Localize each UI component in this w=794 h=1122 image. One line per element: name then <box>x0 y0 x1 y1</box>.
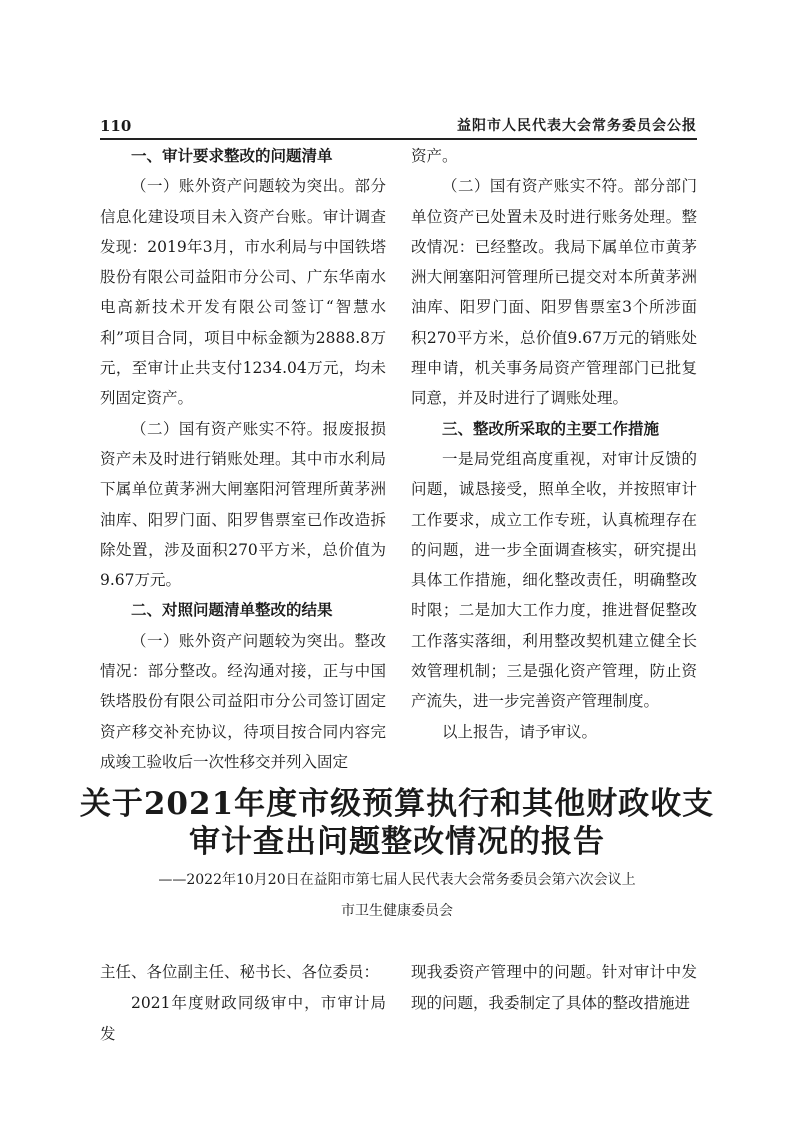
report-left-column <box>100 957 386 1050</box>
salutation: 主任、各位副主任、秘书长、各位委员： <box>100 963 380 981</box>
report-author: 市卫生健康委员会 <box>341 903 453 919</box>
paragraph-continuation: 资产。 <box>411 147 458 165</box>
report-title-line-1: 关于2021年度市级预算执行和其他财政收支 <box>79 786 715 822</box>
section-heading-2: 二、对照问题清单整改的结果 <box>131 600 333 620</box>
paragraph: 现我委资产管理中的问题。针对审计中发现的问题，我委制定了具体的整改措施进 <box>411 963 697 1012</box>
page-number: 110 <box>100 117 132 135</box>
paragraph: （一）账外资产问题较为突出。整改情况：部分整改。经沟通对接，正与中国铁塔股份有限公司益阳市分公司签订固定资产移交补充协议，待项目按合同内容完成竣工验收后一次性移交并列入固定 <box>100 631 386 771</box>
section-heading-3: 三、整改所采取的主要工作措施 <box>442 418 660 438</box>
left-column <box>100 141 386 777</box>
journal-title: 益阳市人民代表大会常务委员会公报 <box>457 118 697 134</box>
report-title-line-2: 审计查出问题整改情况的报告 <box>189 824 605 860</box>
closing-paragraph: 以上报告，请予审议。 <box>442 722 598 741</box>
paragraph: 2021年度财政同级审中，市审计局发 <box>100 994 386 1043</box>
report-subtitle: ——2022年10月20日在益阳市第七届人民代表大会常务委员会第六次会议上 <box>158 872 636 888</box>
paragraph: （二）国有资产账实不符。部分部门单位资产已处置未及时进行账务处理。整改情况：已经整改。我局下属单位市黄茅洲大闸塞阳河管理所已提交对本所黄茅洲油库、阳罗门面、阳罗售票室3个所涉面积270平方米，总价值9.67万元的销账处理申请，机关事务局资产管理部门已批复同意，并及时进行了调账处理。 <box>411 177 697 408</box>
page-header <box>100 116 697 140</box>
paragraph: 一是局党组高度重视，对审计反馈的问题，诚恳接受，照单全收，并按照审计工作要求，成立工作专班，认真梳理存在的问题，进一步全面调查核实，研究提出具体工作措施，细化整改责任，明确整改时限；二是加大工作力度，推进督促整改工作落实落细，利用整改契机建立健全长效管理机制；三是强化资产管理，防止资产流失，进一步完善资产管理制度。 <box>411 449 697 711</box>
paragraph: （一）账外资产问题较为突出。部分信息化建设项目未入资产台账。审计调查发现：2019年3月，市水利局与中国铁塔股份有限公司益阳市分公司、广东华南水电高新技术开发有限公司签订“智慧水利”项目合同，项目中标金额为2888.8万元，至审计止共支付1234.04万元，均未列固定资产。 <box>100 177 386 408</box>
paragraph: （二）国有资产账实不符。报废报损资产未及时进行销账处理。其中市水利局下属单位黄茅洲大闸塞阳河管理所黄茅洲油库、阳罗门面、阳罗售票室已作改造拆除处置，涉及面积270平方米，总价值为9.67万元。 <box>100 419 386 590</box>
right-column <box>411 141 697 747</box>
section-heading-1: 一、审计要求整改的问题清单 <box>131 146 333 165</box>
report-right-column <box>411 957 697 1019</box>
